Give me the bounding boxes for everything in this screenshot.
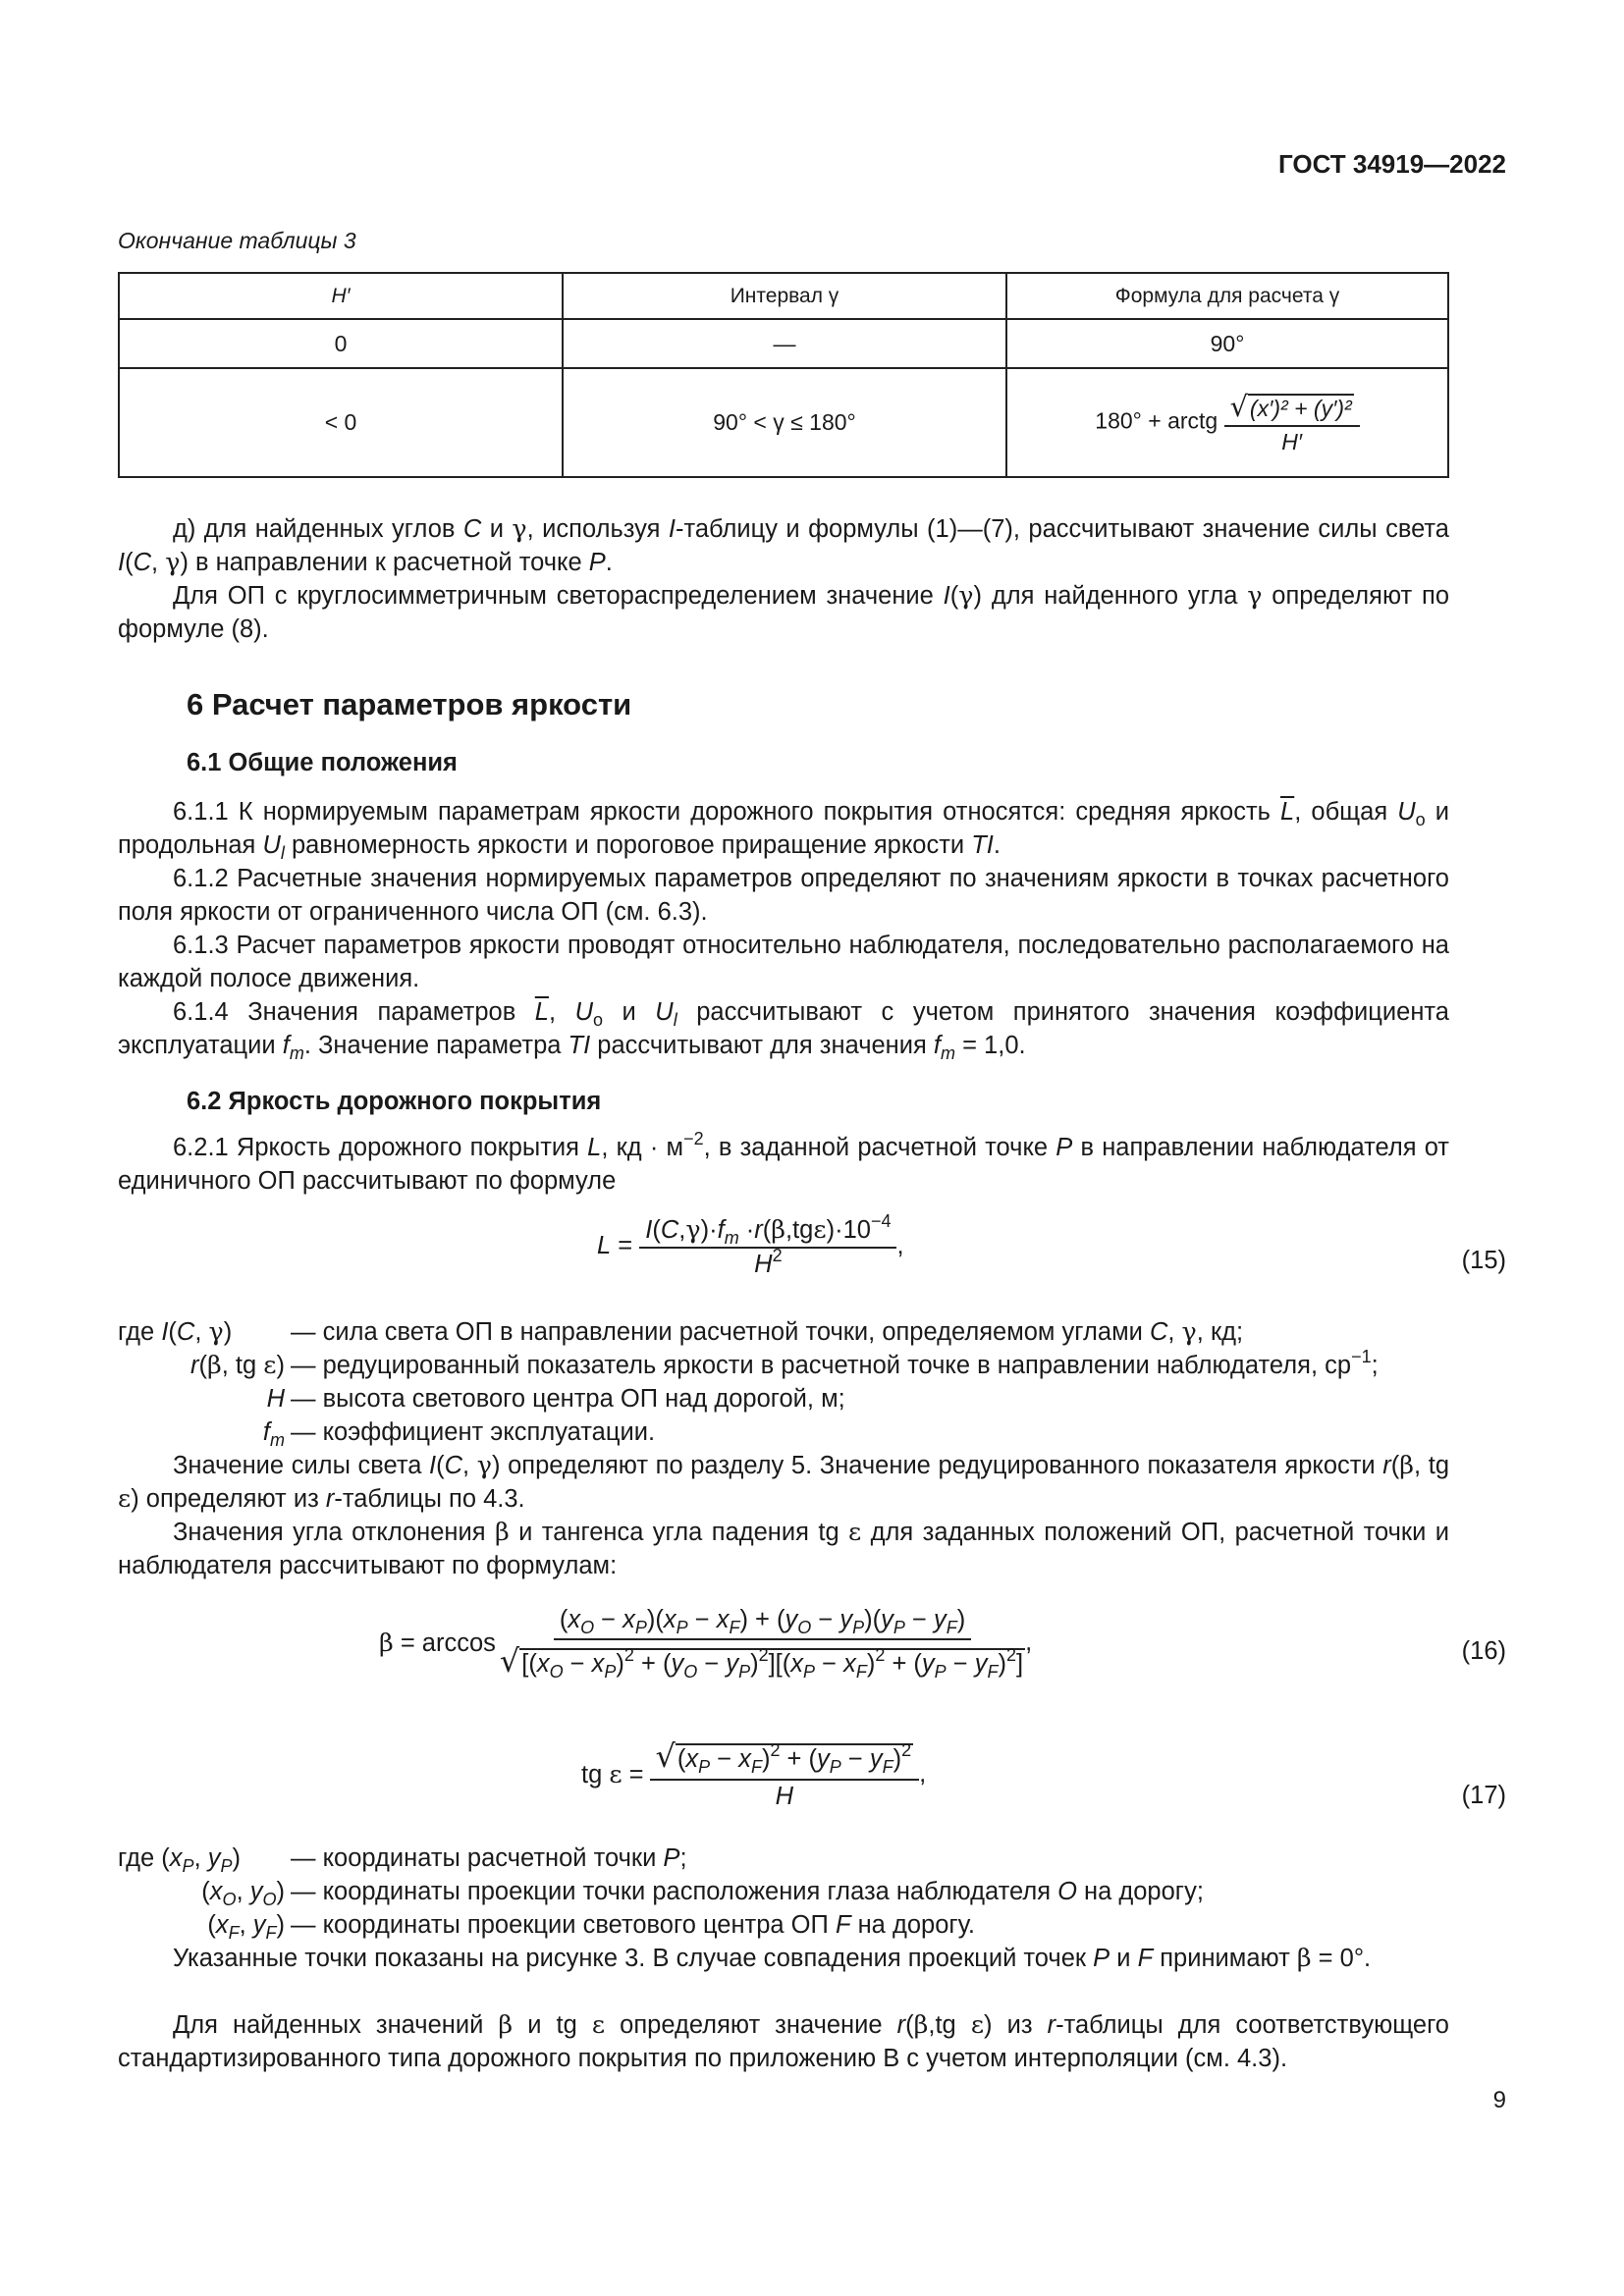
subsection-title-6-1: 6.1 Общие положения (187, 749, 458, 776)
definitions-15: где I(C, γ) — сила света ОП в направлении расчетной точки, определяемом углами C, γ, кд; r(β, tg ε) — редуцированный показатель яркости в расчетной точке в направлении наблюдателя, $ср^{-1}$; H — высота светового центра ОП над дорогой, м; $f_m$ — коэффициент эксплуатации. (118, 1317, 1379, 1450)
cell-h: < 0 (119, 368, 563, 477)
document-header: ГОСТ 34919—2022 (1278, 149, 1506, 179)
paragraph-d: д) для найденных углов С и γ, используя I-таблицу и формулы (1)—(7), рассчитывают значение силы света I(С, γ) в направлении к расчетной точке Р. (118, 514, 1449, 577)
paragraph-intensity: Значение силы света I(C, γ) определяют по разделу 5. Значение редуцированного показателя яркости r(β, tg ε) определяют из r-таблицы по 4.3. (118, 1451, 1450, 1514)
paragraph-6-1-1: 6.1.1 К нормируемым параметрам яркости дорожного покрытия относятся: средняя яркость $\overline{L}$, общая $U_о$ и продольная $U_l$ равномерность яркости и пороговое приращение яркости TI. (118, 798, 1449, 863)
paragraph-interpolation: Для найденных значений β и tg ε определяют значение r(β,tg ε) из r-таблицы для соответствующего стандартизированного типа дорожного покрытия по приложению В с учетом интерполяции (см. 4.3). (118, 2010, 1449, 2072)
subsection-title-6-2: 6.2 Яркость дорожного покрытия (187, 1088, 602, 1115)
section-title: 6 Расчет параметров яркости (187, 687, 632, 721)
cell-formula (1006, 368, 1448, 477)
col-header-interval: Интервал γ (563, 273, 1006, 319)
equation-number-17: (17) (1461, 1782, 1506, 1809)
paragraph-round-symmetric: Для ОП с круглосимметричным светораспределением значение I(γ) для найденного угла γ определяют по формуле (8). (118, 581, 1449, 643)
table-row (119, 368, 1448, 477)
page-number: 9 (1492, 2087, 1506, 2113)
col-header-h: H′ (119, 273, 563, 319)
cell-h: 0 (119, 319, 563, 368)
cell-formula: 90° (1006, 319, 1448, 368)
cell-interval: — (563, 319, 1006, 368)
equation-number-15: (15) (1461, 1247, 1506, 1274)
table-caption: Окончание таблицы 3 (118, 228, 356, 253)
paragraph-points: Указанные точки показаны на рисунке 3. В случае совпадения проекций точек P и F принимают β = 0°. (173, 1944, 1372, 1973)
paragraph-angles: Значения угла отклонения β и тангенса угла падения tg ε для заданных положений ОП, расчетной точки и наблюдателя рассчитывают по формулам: (118, 1518, 1449, 1579)
table-3-end (118, 272, 1449, 478)
formula-fraction: $\frac{\text{√(x′)² + (y′)²}}{H'}$ (1224, 390, 1360, 455)
paragraph-6-2-1: 6.2.1 Яркость дорожного покрытия L, кд · $м^{-2}$, в заданной расчетной точке Р в направлении наблюдателя от единичного ОП рассчитывают по формуле (118, 1129, 1449, 1195)
formula-prefix: 180° + arctg (1095, 407, 1218, 434)
paragraph-6-1-4: 6.1.4 Значения параметров $\overline{L}$, $U_о$ и $U_l$ рассчитывают с учетом принятого значения коэффициента эксплуатации $f_m$. Значение параметра TI рассчитывают для значения $f_m = 1,0$. (118, 998, 1449, 1063)
equation-16: β = arccos $\frac{(x_O - x_P)(x_P - x_F) + (y_O - y_P)(y_P - y_F)}{√[(x_O - x_P)^2 + (y_O - y_P)^2][(x_P - x_F)^2 + (y_P - y_F)^2]}$ , (379, 1606, 1033, 1682)
col-header-formula: Формула для расчета γ (1006, 273, 1448, 319)
table-row (119, 319, 1448, 368)
definitions-17: где ($x_P$, $y_P$) — координаты расчетной точки P; ($x_O$, $y_O$) — координаты проекции точки расположения глаза наблюдателя O на дорогу; ($x_F$, $y_F$) — координаты проекции светового центра ОП F на дорогу. (118, 1844, 1204, 1943)
cell-interval: 90° < γ ≤ 180° (563, 368, 1006, 477)
paragraph-6-1-3: 6.1.3 Расчет параметров яркости проводят относительно наблюдателя, последовательно располагаемого на каждой полосе движения. (118, 932, 1449, 992)
equation-15: L = $\frac{I(C,\gamma)\cdot f_m \cdot r(\beta,tg\varepsilon)\cdot 10^{-4}}{H^2}$ , (597, 1211, 904, 1278)
paragraph-6-1-2: 6.1.2 Расчетные значения нормируемых параметров определяют по значениям яркости в точках расчетного поля яркости от ограниченного числа ОП (см. 6.3). (118, 865, 1449, 926)
equation-number-16: (16) (1461, 1637, 1506, 1665)
table-header-row (119, 273, 1448, 319)
equation-17: tg ε = $\frac{√(x_P - x_F)^2 + (y_P - y_F)^2}{H}$ , (581, 1737, 927, 1810)
